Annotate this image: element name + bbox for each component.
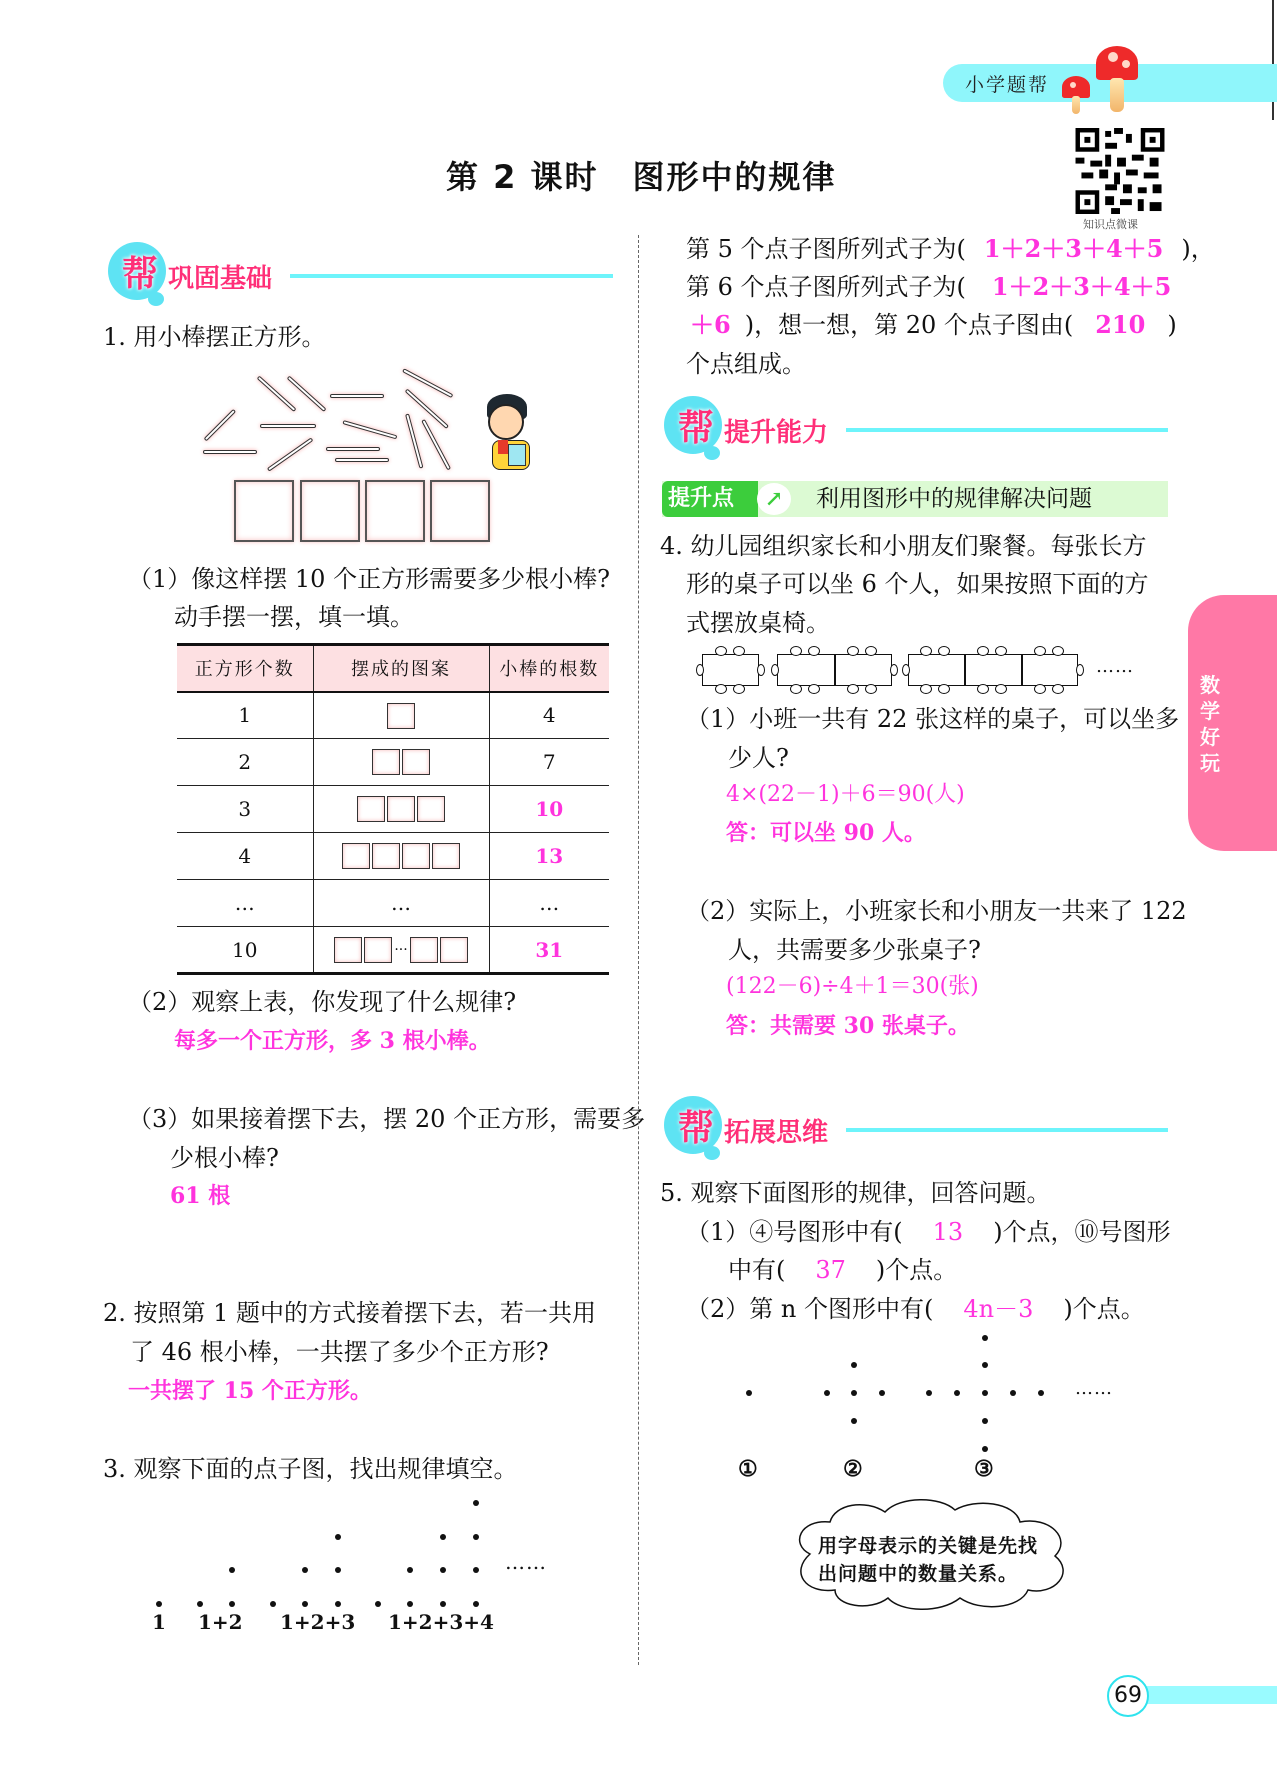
section-expand-header: 帮 拓展思维 — [664, 1092, 1168, 1162]
answer-value: 13 — [489, 833, 609, 880]
q4-sub2-line1: （2）实际上，小班家长和小朋友一共来了 122 — [686, 897, 1187, 925]
dot-figure-label: 1+2+3 — [280, 1610, 356, 1634]
square-pattern — [313, 692, 489, 739]
brand-title: 小学题帮 — [965, 74, 1050, 96]
answer-value: 31 — [489, 927, 609, 974]
q2-line1: 2. 按照第 1 题中的方式接着摆下去，若一共用 — [103, 1299, 597, 1327]
dot-figure-label: 1 — [152, 1610, 166, 1634]
dot-figure-label: 1+2+3+4 — [388, 1610, 494, 1634]
table-row: 3 10 — [177, 786, 609, 833]
figure-label: ② — [843, 1456, 863, 1482]
mushroom-icon — [1060, 40, 1140, 115]
table-row: 4 13 — [177, 833, 609, 880]
side-tab-label: 数学好玩 — [1200, 673, 1220, 775]
q2-answer: 一共摆了 15 个正方形。 — [128, 1378, 372, 1404]
answer-value: 1＋2＋3＋4＋5 — [983, 234, 1164, 263]
q5-stem: 5. 观察下面图形的规律，回答问题。 — [660, 1179, 1051, 1207]
q2-line2: 了 46 根小棒，一共摆了多少个正方形? — [130, 1338, 549, 1366]
ellipsis: …… — [505, 1550, 547, 1574]
answer-value: ＋6 — [690, 310, 731, 339]
q1-sub3-line2: 少根小棒? — [170, 1144, 279, 1172]
q1-sub2-answer: 每多一个正方形，多 3 根小棒。 — [174, 1028, 491, 1054]
answer-value: 4n－3 — [963, 1295, 1034, 1323]
q4-sub1-answer1: 4×(22－1)＋6＝90(人) — [726, 782, 965, 807]
q3-line4: 个点组成。 — [686, 350, 806, 378]
q4-sub1-answer2: 答：可以坐 90 人。 — [726, 820, 926, 846]
q1-sub1-line2: 动手摆一摆，填一填。 — [174, 603, 414, 631]
dot-triangle-figures — [80, 1430, 640, 1660]
tip-text: 利用图形中的规律解决问题 — [816, 486, 1092, 512]
qr-code-icon[interactable] — [1075, 128, 1165, 214]
page-number-bar — [1140, 1686, 1277, 1704]
q3-stem: 3. 观察下面的点子图，找出规律填空。 — [103, 1455, 518, 1483]
q4-line2: 形的桌子可以坐 6 个人，如果按照下面的方 — [686, 570, 1149, 598]
lesson-title: 第 2 课时 图形中的规律 — [446, 158, 837, 196]
q5-sub2: （2）第 n 个图形中有( 4n－3 )个点。 — [686, 1295, 1145, 1323]
figure-label: ③ — [974, 1456, 994, 1482]
q1-sub3-answer: 61 根 — [170, 1183, 231, 1209]
q1-stem: 1. 用小棒摆正方形。 — [103, 323, 326, 351]
table-row: … … … — [177, 880, 609, 927]
page-number: 69 — [1107, 1675, 1149, 1717]
square-pattern — [313, 739, 489, 786]
q4-sub2-answer1: (122－6)÷4＋1＝30(张) — [726, 974, 979, 999]
q3-line2: 第 6 个点子图所列式子为( 1＋2＋3＋4＋5 — [686, 272, 1172, 301]
section-basic-header: 帮 巩固基础 — [108, 238, 613, 308]
figure-label: ① — [738, 1456, 758, 1482]
arrow-up-right-icon: ↗ — [757, 483, 791, 515]
square-pattern — [313, 786, 489, 833]
ellipsis: …… — [1075, 1378, 1113, 1399]
cross-dot-figures — [700, 1320, 1150, 1500]
table-row: 1 4 — [177, 692, 609, 739]
q4-sub2-answer2: 答：共需要 30 张桌子。 — [726, 1013, 970, 1039]
q4-sub2-line2: 人，共需要多少张桌子? — [728, 936, 981, 964]
squares-table — [177, 643, 609, 975]
q4-line3: 式摆放桌椅。 — [686, 609, 830, 637]
dot-figure-label: 1+2 — [198, 1610, 243, 1634]
square-pattern — [313, 833, 489, 880]
q1-sub2: （2）观察上表，你发现了什么规律? — [128, 988, 517, 1016]
table-row: 2 7 — [177, 739, 609, 786]
answer-value: 13 — [932, 1218, 964, 1246]
tip-badge: 提升点 — [662, 481, 758, 517]
qr-label: 知识点微课 — [1083, 218, 1138, 231]
table-header: 小棒的根数 — [489, 645, 609, 692]
desk-arrangement-figure — [650, 640, 1190, 700]
answer-value: 10 — [489, 786, 609, 833]
ellipsis: …… — [1096, 656, 1134, 677]
table-row: 10 ··· 31 — [177, 927, 609, 974]
q4-line1: 4. 幼儿园组织家长和小朋友们聚餐。每张长方 — [660, 532, 1147, 560]
page-edge-line — [1272, 0, 1274, 120]
column-divider — [638, 235, 639, 1665]
square-pattern: ··· — [313, 927, 489, 974]
answer-value: 37 — [815, 1256, 846, 1284]
q5-sub1-line2: 中有( 37 )个点。 — [728, 1256, 958, 1284]
answer-value: 210 — [1095, 310, 1146, 339]
q4-sub1-line1: （1）小班一共有 22 张这样的桌子，可以坐多 — [686, 705, 1180, 733]
q5-sub1-line1: （1）④号图形中有( 13 )个点，⑩号图形 — [686, 1218, 1171, 1246]
q1-sub1-line1: （1）像这样摆 10 个正方形需要多少根小棒? — [128, 565, 610, 593]
q4-sub1-line2: 少人? — [728, 744, 789, 772]
table-header: 正方形个数 — [177, 645, 313, 692]
section-ability-header: 帮 提升能力 — [664, 392, 1168, 462]
q1-sub3-line1: （3）如果接着摆下去，摆 20 个正方形，需要多 — [128, 1105, 646, 1133]
answer-value: 1＋2＋3＋4＋5 — [991, 272, 1172, 301]
sticks-illustration — [190, 360, 550, 560]
table-header: 摆成的图案 — [313, 645, 489, 692]
q3-line1: 第 5 个点子图所列式子为( 1＋2＋3＋4＋5 )， — [686, 234, 1215, 263]
tip-cloud-text: 用字母表示的关键是先找 出问题中的数量关系。 — [818, 1535, 1039, 1585]
q3-line3: ＋6 )，想一想，第 20 个点子图由( 210 ) — [690, 310, 1177, 339]
